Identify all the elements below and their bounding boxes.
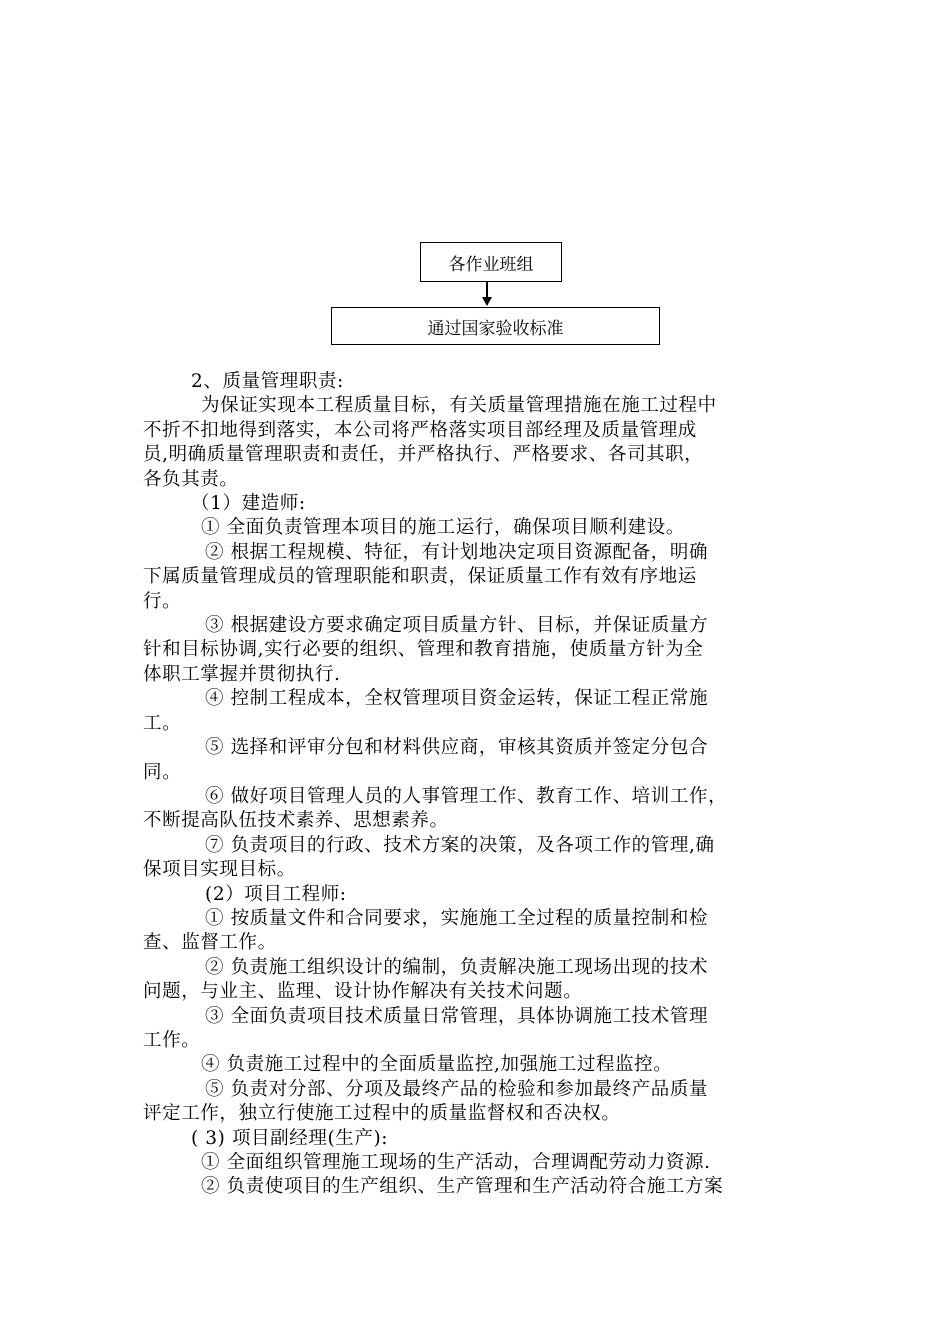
subsection-heading: ( 3) 项目副经理(生产):	[191, 1127, 389, 1149]
document-body	[143, 370, 823, 1200]
paragraph-line: 同。	[143, 761, 182, 783]
paragraph-line: 员,明确质量管理职责和责任，并严格执行、严格要求、各司其职，	[143, 444, 704, 466]
list-item: ③ 全面负责项目技术质量日常管理，具体协调施工技术管理	[205, 1005, 709, 1027]
paragraph-line: 不断提高队伍技术素养、思想素养。	[143, 810, 449, 832]
list-item: ④ 控制工程成本，全权管理项目资金运转，保证工程正常施	[205, 688, 709, 710]
list-item: ① 按质量文件和合同要求，实施施工全过程的质量控制和检	[205, 907, 709, 929]
list-item: ③ 根据建设方要求确定项目质量方针、目标，并保证质量方	[205, 615, 709, 637]
list-item: ② 负责使项目的生产组织、生产管理和生产活动符合施工方案	[201, 1176, 724, 1198]
list-item: ④ 负责施工过程中的全面质量监控,加强施工过程监控。	[201, 1054, 673, 1076]
paragraph-line: 不折不扣地得到落实，本公司将严格落实项目部经理及质量管理成	[143, 419, 697, 441]
list-item: ① 全面组织管理施工现场的生产活动，合理调配劳动力资源.	[201, 1152, 711, 1173]
paragraph-line: 查、监督工作。	[143, 932, 277, 954]
paragraph-line: 工作。	[143, 1029, 201, 1051]
subsection-heading: （1）建造师:	[191, 493, 306, 515]
paragraph-line: 针和目标协调,实行必要的组织、管理和教育措施，使质量方针为全	[143, 639, 704, 661]
list-item: ⑦ 负责项目的行政、技术方案的决策，及各项工作的管理,确	[205, 834, 715, 856]
paragraph-line: 体职工掌握并贯彻执行.	[143, 663, 341, 685]
flowchart-box-teams: 各作业班组	[420, 242, 562, 282]
paragraph-line: 评定工作，独立行使施工过程中的质量监督权和否决权。	[143, 1103, 621, 1125]
list-item: ⑤ 选择和评审分包和材料供应商，审核其资质并签定分包合	[205, 737, 709, 759]
paragraph-line: 保项目实现目标。	[143, 859, 296, 881]
paragraph-line: 工。	[143, 712, 182, 734]
arrow-down-icon	[482, 297, 492, 306]
list-item: ① 全面负责管理本项目的施工运行，确保项目顺利建设。	[201, 517, 685, 539]
paragraph-line: 下属质量管理成员的管理职能和职责，保证质量工作有效有序地运	[143, 566, 697, 588]
list-item: ② 负责施工组织设计的编制，负责解决施工现场出现的技术	[205, 956, 709, 978]
list-item: ② 根据工程规模、特征，有计划地决定项目资源配备，明确	[205, 541, 709, 563]
paragraph-line: 行。	[143, 590, 182, 612]
section-heading: 2、质量管理职责:	[191, 371, 344, 392]
paragraph-line: 各负其责。	[143, 468, 239, 490]
flowchart-box-standard: 通过国家验收标准	[331, 307, 660, 345]
paragraph-line: 问题，与业主、监理、设计协作解决有关技术问题。	[143, 981, 583, 1003]
list-item: ⑤ 负责对分部、分项及最终产品的检验和参加最终产品质量	[205, 1078, 709, 1100]
list-item: ⑥ 做好项目管理人员的人事管理工作、教育工作、培训工作，	[205, 785, 728, 807]
paragraph-line: 为保证实现本工程质量目标，有关质量管理措施在施工过程中	[201, 395, 717, 417]
subsection-heading: (2）项目工程师:	[205, 883, 347, 905]
